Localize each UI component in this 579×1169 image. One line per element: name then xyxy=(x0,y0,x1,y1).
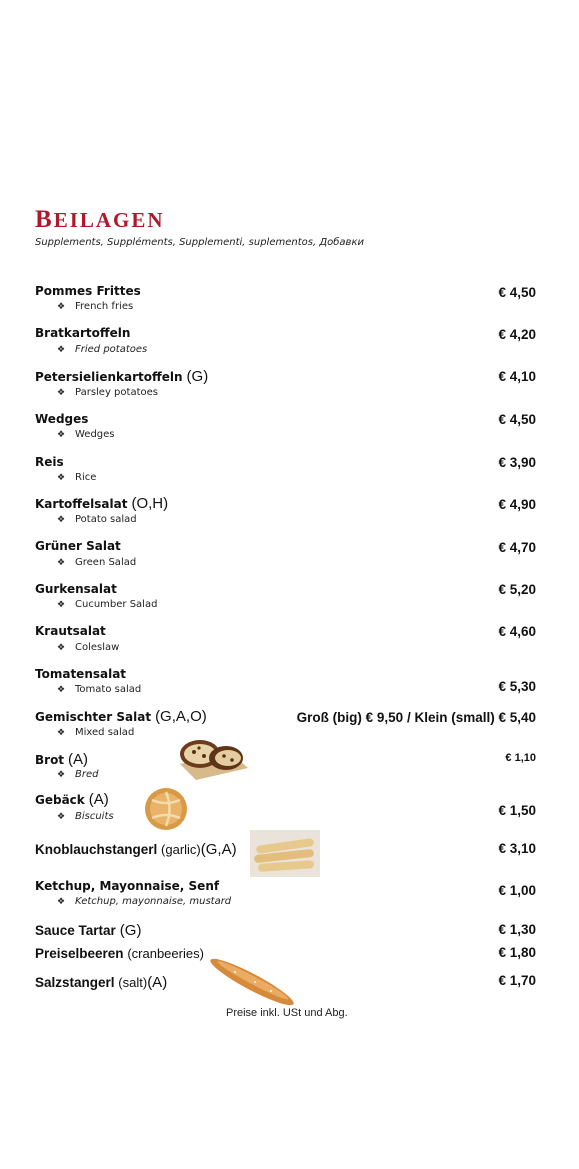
menu-item-translation: ❖ Green Salad xyxy=(57,557,137,568)
menu-item-name: Gemischter Salat (G,A,O) xyxy=(35,708,207,725)
menu-item-name: Gebäck (A) xyxy=(35,791,109,808)
menu-item-name: Pommes Frittes xyxy=(35,284,141,298)
menu-item-translation: ❖ Coleslaw xyxy=(57,642,120,653)
menu-item-name: Bratkartoffeln xyxy=(35,326,131,340)
menu-item-translation: ❖ Cucumber Salad xyxy=(57,599,158,610)
menu-item-name: Salzstangerl (salt)(A) xyxy=(35,974,168,991)
menu-item-price: € 1,10 xyxy=(505,752,536,764)
menu-item-price: € 4,90 xyxy=(498,497,536,512)
menu-item-translation: ❖ French fries xyxy=(57,301,134,312)
menu-item-translation: ❖ Fried potatoes xyxy=(57,344,148,355)
menu-item-price: € 4,50 xyxy=(498,412,536,427)
menu-item-price: € 5,20 xyxy=(498,582,536,597)
menu-item-price: € 1,80 xyxy=(498,945,536,960)
menu-item-translation: ❖ Bred xyxy=(57,769,99,780)
menu-item-name: Kartoffelsalat (O,H) xyxy=(35,495,169,512)
menu-item-translation: ❖ Wedges xyxy=(57,429,115,440)
menu-item-translation: ❖ Biscuits xyxy=(57,811,114,822)
menu-item-name: Gurkensalat xyxy=(35,582,117,596)
menu-item-price: € 1,00 xyxy=(498,883,536,898)
menu-item-price: € 1,50 xyxy=(498,803,536,818)
menu-item-name: Krautsalat xyxy=(35,624,106,638)
menu-item-name: Reis xyxy=(35,455,64,469)
menu-item-name: Tomatensalat xyxy=(35,667,127,681)
menu-item-translation: ❖ Ketchup, mayonnaise, mustard xyxy=(57,896,232,907)
menu-item-price: € 1,70 xyxy=(498,973,536,988)
section-subtitle: Supplements, Suppléments, Supplementi, suplementos, Добавки xyxy=(35,237,364,248)
menu-item-name: Petersielienkartoffeln (G) xyxy=(35,368,209,385)
menu-item-translation: ❖ Tomato salad xyxy=(57,684,142,695)
menu-item-price: € 4,60 xyxy=(498,624,536,639)
menu-item-price: € 4,20 xyxy=(498,327,536,342)
menu-item-name: Sauce Tartar (G) xyxy=(35,922,142,939)
menu-item-price: € 4,10 xyxy=(498,369,536,384)
menu-item-price: € 3,10 xyxy=(498,841,536,856)
menu-item-name: Knoblauchstangerl (garlic)(G,A) xyxy=(35,841,237,858)
menu-item-translation: ❖ Parsley potatoes xyxy=(57,387,158,398)
salt-stick-image xyxy=(205,956,299,1008)
garlic-sticks-image xyxy=(250,830,320,877)
roll-image xyxy=(143,786,189,832)
menu-item-price: € 4,70 xyxy=(498,540,536,555)
menu-item-translation: ❖ Potato salad xyxy=(57,514,137,525)
section-title: BEILAGEN xyxy=(35,206,165,233)
menu-item-price: € 4,50 xyxy=(498,285,536,300)
menu-item-translation: ❖ Mixed salad xyxy=(57,727,135,738)
menu-item-price: € 3,90 xyxy=(498,455,536,470)
menu-item-name: Ketchup, Mayonnaise, Senf xyxy=(35,879,220,893)
menu-item-price-detail: Groß (big) € 9,50 / Klein (small) € 5,40 xyxy=(296,710,536,725)
menu-item-name: Brot (A) xyxy=(35,751,89,768)
menu-item-name: Wedges xyxy=(35,412,89,426)
price-footnote: Preise inkl. USt und Abg. xyxy=(226,1007,348,1019)
menu-item-name: Preiselbeeren (cranbeeries) xyxy=(35,946,204,961)
bread-image xyxy=(178,734,250,780)
menu-item-price: € 5,30 xyxy=(498,679,536,694)
menu-item-name: Grüner Salat xyxy=(35,539,121,553)
menu-item-translation: ❖ Rice xyxy=(57,472,97,483)
menu-item-price: € 1,30 xyxy=(498,922,536,937)
